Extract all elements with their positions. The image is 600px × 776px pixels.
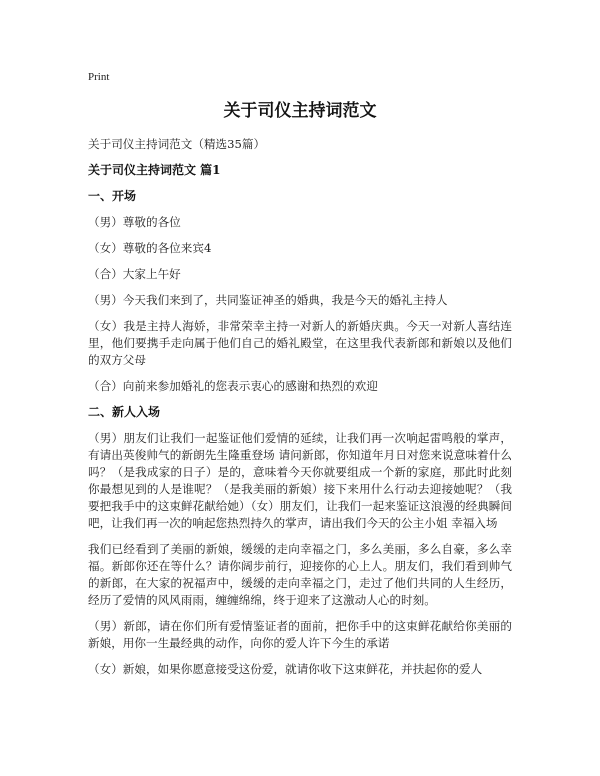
paragraph: （女）新娘，如果你愿意接受这份爱，就请你收下这束鲜花，并扶起你的爱人 <box>88 662 483 676</box>
paragraph: （女）尊敬的各位来宾4 <box>88 241 212 255</box>
paragraph: （男）今天我们来到了，共同鉴证神圣的婚典，我是今天的婚礼主持人 <box>88 293 448 307</box>
paragraph: （男）尊敬的各位 <box>88 215 181 229</box>
section-heading: 关于司仪主持词范文 篇1 <box>88 163 221 177</box>
paragraph: （合）向前来参加婚礼的您表示衷心的感谢和热烈的欢迎 <box>88 379 378 393</box>
document-subtitle: 关于司仪主持词范文（精选35篇） <box>88 137 266 151</box>
paragraph: （男）朋友们让我们一起鉴证他们爱情的延续，让我们再一次响起雷鸣般的掌声，有请出英俊帅气的新朗先生隆重登场 请问新郎，你知道年月日对您来说意味着什么吗？（是我成家的日子）是的，意味着今天你就要组成一个新的家庭，那此时此刻你最想见到的人是谁呢？（是我美丽的新娘）接下来用什么行动去迎接她呢？（我要把我手中的这束鲜花献给她）（女）朋友们，让我们一起来鉴证这浪漫的经典瞬间吧，让我们再一次的响起您热烈持久的掌声，请出我们今天的公主小姐 幸福入场 <box>88 431 512 530</box>
paragraph: （合）大家上午好 <box>88 267 181 281</box>
document-title: 关于司仪主持词范文 <box>223 101 377 121</box>
part1-heading: 一、开场 <box>88 189 137 203</box>
paragraph: 我们已经看到了美丽的新娘，缓缓的走向幸福之门，多么美丽，多么自豪，多么幸福。新郎你还在等什么？请你阔步前行，迎接你的心上人。朋友们，我们看到帅气的新郎，在大家的祝福声中，缓缓的走向幸福之门，走过了他们共同的人生经历，经历了爱情的风风雨雨，缠缠绵绵，终于迎来了这激动人心的时刻。 <box>88 542 512 607</box>
part2-heading: 二、新人入场 <box>88 405 161 419</box>
paragraph: （女）我是主持人海娇，非常荣幸主持一对新人的新婚庆典。今天一对新人喜结连里，他们要携手走向属于他们自己的婚礼殿堂，在这里我代表新郎和新娘以及他们的双方父母 <box>88 319 512 367</box>
print-link[interactable]: Print <box>88 71 110 83</box>
paragraph: （男）新郎，请在你们所有爱情鉴证者的面前，把你手中的这束鲜花献给你美丽的新娘，用你一生最经典的动作，向你的爱人许下今生的承诺 <box>88 619 512 650</box>
